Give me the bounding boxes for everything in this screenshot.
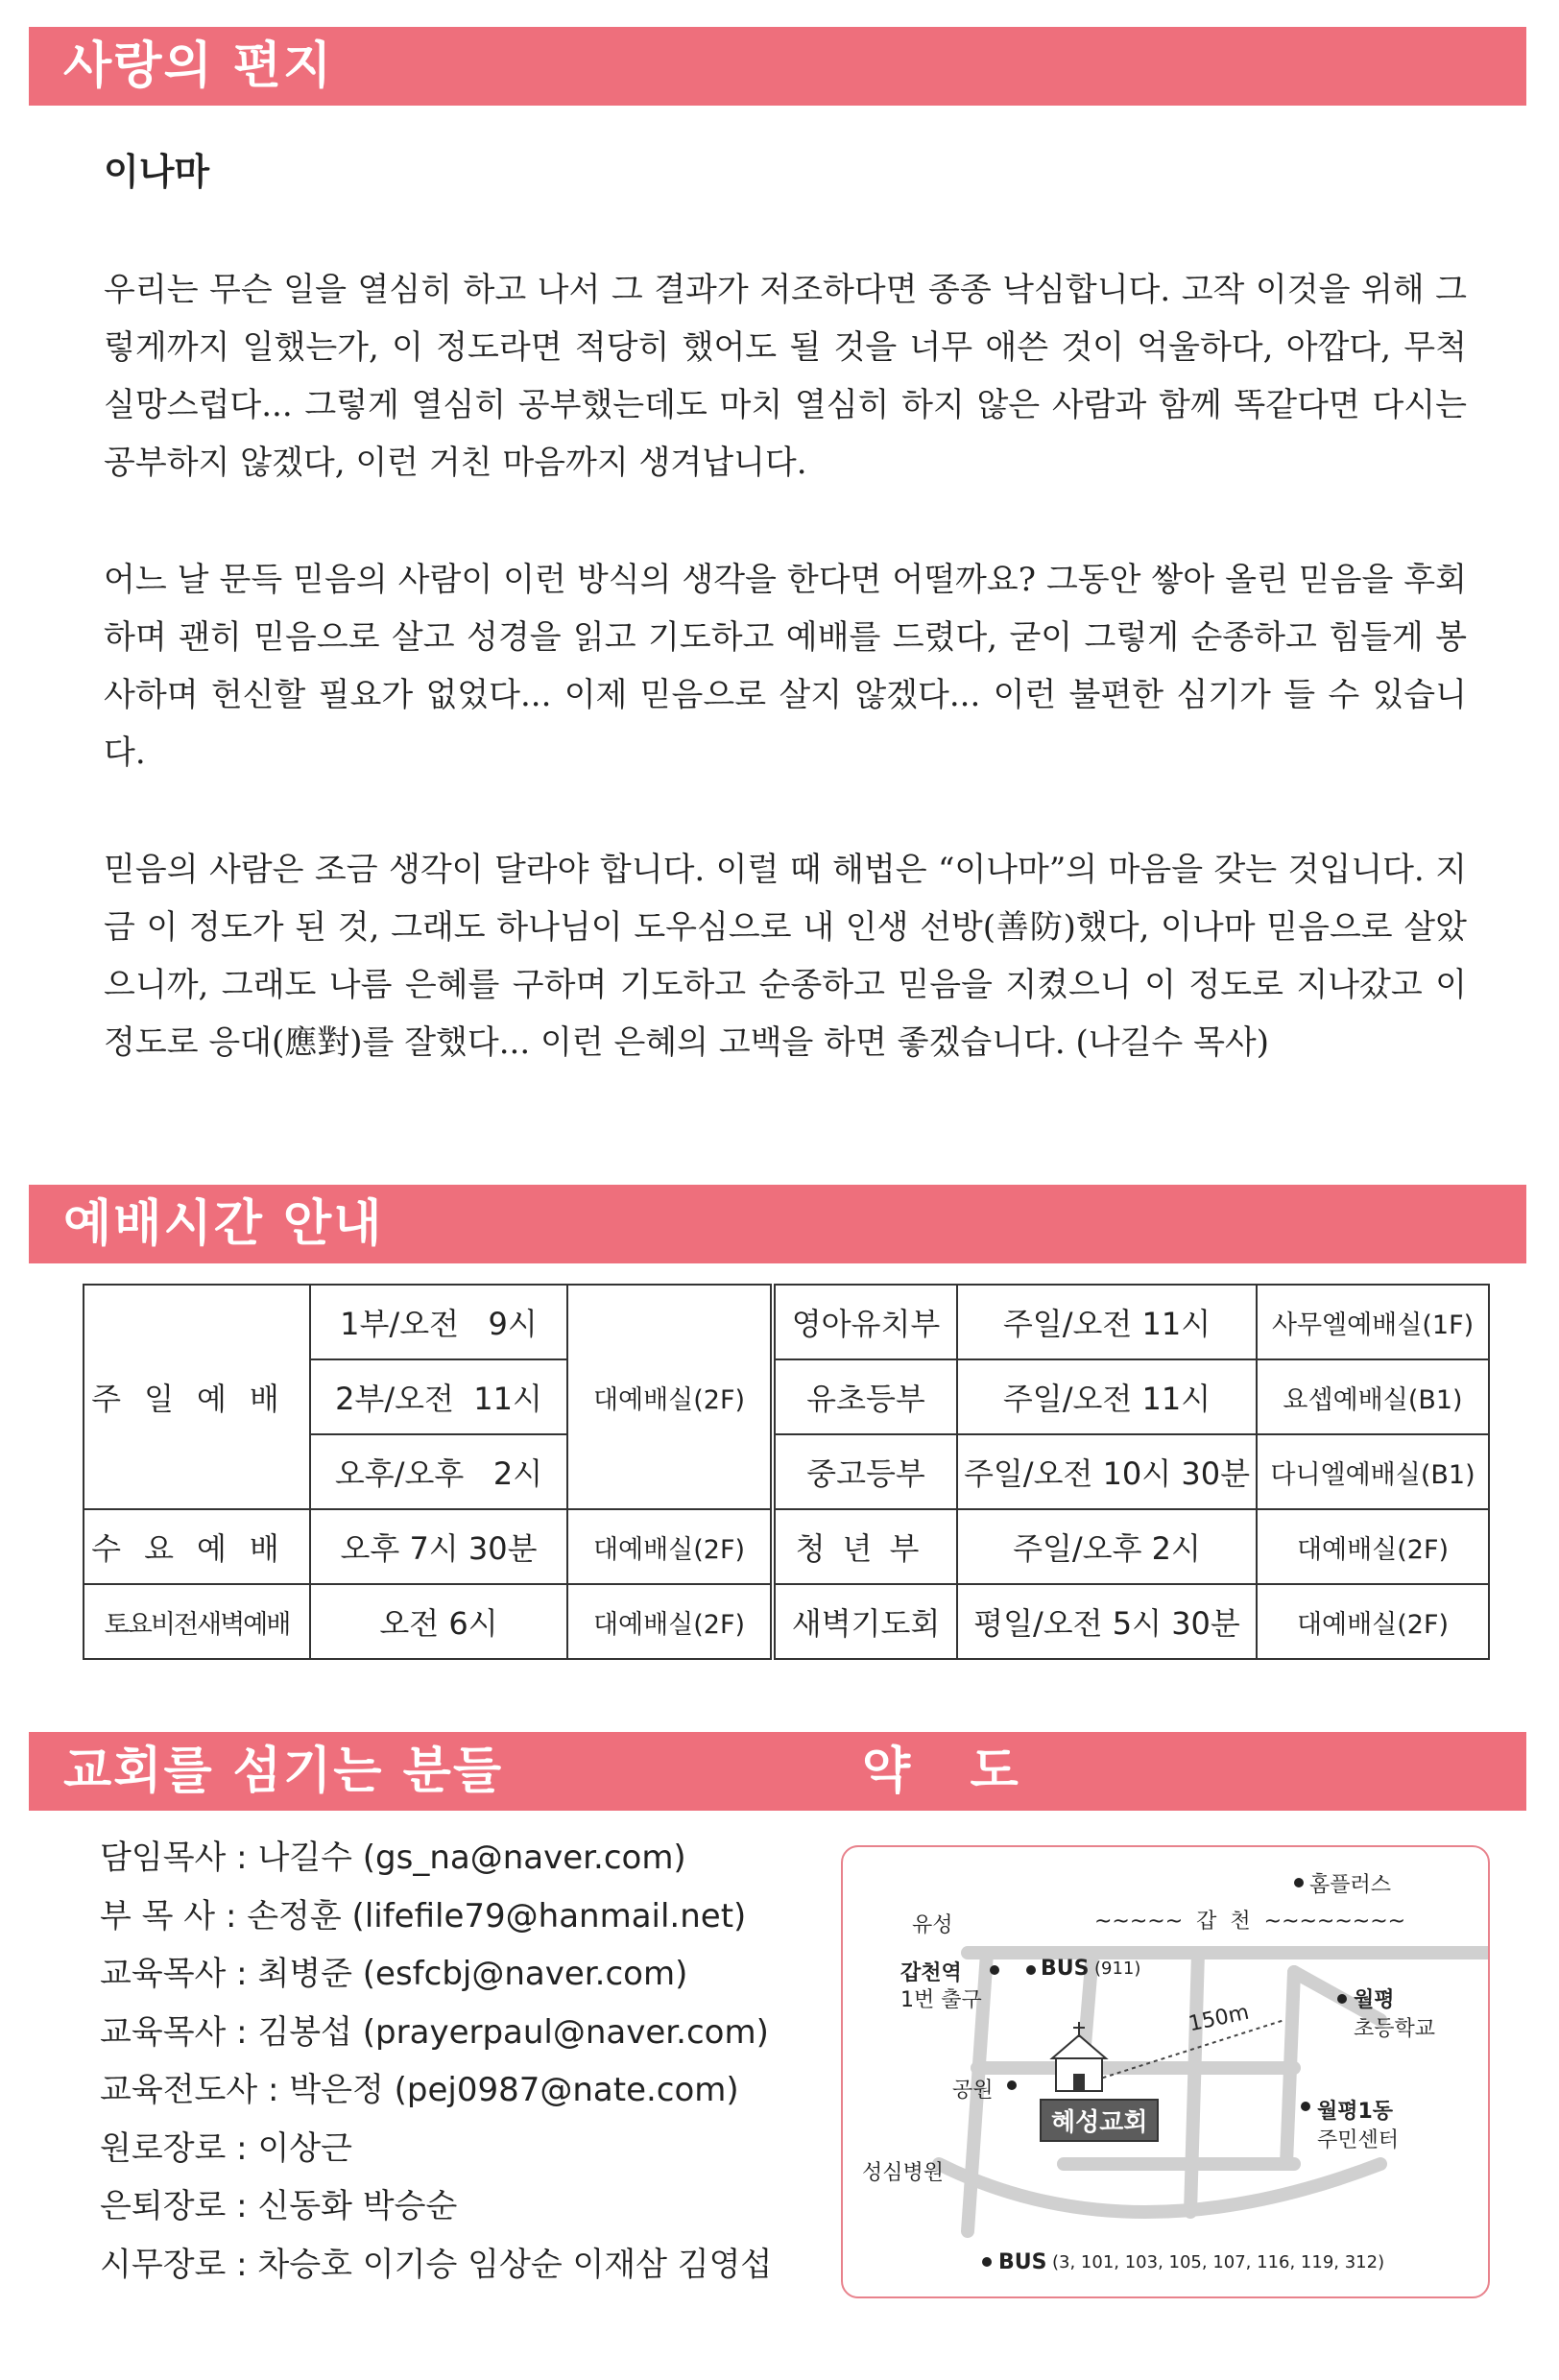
staff-education-pastor: 교육목사 : 최병준 (esfcbj@naver.com) — [100, 1955, 688, 1993]
map-label-school-2: 초등학교 — [1354, 2017, 1436, 2041]
dept-name: 유초등부 — [775, 1359, 957, 1434]
map-label-homeplus: 홈플러스 — [1309, 1873, 1392, 1897]
staff-senior-pastor: 담임목사 : 나길수 (gs_na@naver.com) — [100, 1839, 686, 1877]
map-label-hospital: 성심병원 — [862, 2161, 945, 2185]
school-marker — [1337, 1994, 1347, 2004]
road — [1190, 1953, 1198, 2212]
staff-list — [100, 1829, 772, 2294]
letter-title: 이나마 — [104, 151, 210, 193]
bus-bottom-marker — [982, 2257, 992, 2267]
center-marker — [1301, 2102, 1310, 2111]
sunday-time-2: 2부/오전 11시 — [310, 1359, 567, 1434]
map-label-bus-top-number: (911) — [1094, 1959, 1141, 1979]
dept-time: 주일/오전 10시 30분 — [957, 1434, 1257, 1509]
map-label-exit: 1번 출구 — [900, 1988, 982, 2012]
map-label-center-2: 주민센터 — [1317, 2128, 1400, 2152]
dept-name: 영아유치부 — [775, 1285, 957, 1359]
wednesday-service-label: 수요예배 — [84, 1509, 310, 1584]
saturday-place: 대예배실(2F) — [567, 1584, 771, 1659]
dept-place: 다니엘예배실(B1) — [1257, 1434, 1489, 1509]
map-label-bus-bottom-numbers: (3, 101, 103, 105, 107, 116, 119, 312) — [1052, 2252, 1385, 2272]
map-label-church: 혜성교회 — [1040, 2099, 1159, 2142]
dept-place: 대예배실(2F) — [1257, 1509, 1489, 1584]
church-icon — [1052, 2022, 1106, 2091]
staff-education-evangelist: 교육전도사 : 박은정 (pej0987@nate.com) — [100, 2071, 739, 2109]
dept-time: 주일/오전 11시 — [957, 1285, 1257, 1359]
letter-paragraph-3: 믿음의 사람은 조금 생각이 달라야 합니다. 이럴 때 해법은 “이나마”의 마음을 갖는 것입니다. 지금 이 정도가 된 것, 그래도 하나님이 도우심으로 내 인생 선방(善防)했다, 이나마 믿음으로 살았으니까, 그래도 나름 은혜를 구하며 기도하고 순종하고 믿음을 지켰으니 이 정도로 지나갔고 이 정도로 응대(應對)를 잘했다... 이런 은혜의 고백을 하면 좋겠습니다. (나길수 목사) — [104, 851, 1467, 1062]
worship-table-right — [774, 1284, 1490, 1660]
letter-header-title: 사랑의 편지 — [63, 37, 334, 95]
location-map — [841, 1845, 1490, 2298]
dept-place: 대예배실(2F) — [1257, 1584, 1489, 1659]
map-label-river: ~~~~~ 갑 천 ~~~~~~~~ — [1094, 1910, 1406, 1934]
map-label-center-1: 월평1동 — [1317, 2100, 1394, 2124]
letter-paragraph-1: 우리는 무슨 일을 열심히 하고 나서 그 결과가 저조하다면 종종 낙심합니다. 고작 이것을 위해 그렇게까지 일했는가, 이 정도라면 적당히 했어도 될 것을 너무 애쓴 것이 억울하다, 아깝다, 무척 실망스럽다... 그렇게 열심히 공부했는데도 마치 열심히 하지 않은 사람과 함께 똑같다면 다시는 공부하지 않겠다, 이런 거친 마음까지 생겨납니다. — [104, 271, 1467, 482]
map-label-station: 갑천역 — [900, 1961, 962, 1985]
map-header-title: 약 도 — [862, 1743, 1020, 1800]
letter-paragraph-2: 어느 날 문득 믿음의 사람이 이런 방식의 생각을 한다면 어떨까요? 그동안 쌓아 올린 믿음을 후회하며 괜히 믿음으로 살고 성경을 읽고 기도하고 예배를 드렸다, 굳이 그렇게 순종하고 힘들게 봉사하며 헌신할 필요가 없었다... 이제 믿음으로 살지 않겠다... 이런 불편한 심기가 들 수 있습니다. — [104, 561, 1467, 772]
worship-header-title: 예배시간 안내 — [63, 1195, 384, 1253]
staff-header-title: 교회를 섬기는 분들 — [63, 1743, 504, 1800]
staff-emeritus-elder: 원로장로 : 이상근 — [100, 2128, 352, 2168]
dept-time: 주일/오전 11시 — [957, 1359, 1257, 1434]
wednesday-place: 대예배실(2F) — [567, 1509, 771, 1584]
staff-associate-pastor: 부 목 사 : 손정훈 (lifefile79@hanmail.net) — [100, 1896, 747, 1935]
sunday-place: 대예배실(2F) — [567, 1285, 771, 1509]
sunday-time-3: 오후/오후 2시 — [310, 1434, 567, 1509]
saturday-time: 오전 6시 — [310, 1584, 567, 1659]
dept-place: 요셉예배실(B1) — [1257, 1359, 1489, 1434]
map-label-bus-bottom: BUS — [998, 2250, 1047, 2274]
dept-name: 중고등부 — [775, 1434, 957, 1509]
dept-place: 사무엘예배실(1F) — [1257, 1285, 1489, 1359]
map-label-school-1: 월평 — [1354, 1988, 1395, 2012]
sunday-service-label: 주일예배 — [84, 1285, 310, 1509]
map-label-park: 공원 — [952, 2079, 994, 2103]
dept-time: 주일/오후 2시 — [957, 1509, 1257, 1584]
staff-education-pastor: 교육목사 : 김봉섭 (prayerpaul@naver.com) — [100, 2012, 769, 2052]
road-south — [939, 2164, 1380, 2212]
bus-top-marker — [1026, 1965, 1036, 1975]
map-label-distance: 150m — [1187, 2000, 1252, 2037]
sunday-time-1: 1부/오전 9시 — [310, 1285, 567, 1359]
wednesday-time: 오후 7시 30분 — [310, 1509, 567, 1584]
dept-name: 청년부 — [775, 1509, 957, 1584]
staff-active-elders: 시무장로 : 차승호 이기승 임상순 이재삼 김영섭 — [100, 2245, 773, 2284]
park-marker — [1007, 2080, 1017, 2090]
dept-name: 새벽기도회 — [775, 1584, 957, 1659]
dept-time: 평일/오전 5시 30분 — [957, 1584, 1257, 1659]
saturday-service-label: 토요비전새벽예배 — [84, 1584, 310, 1659]
map-label-yuseong: 유성 — [912, 1913, 953, 1937]
worship-table-left — [83, 1284, 772, 1660]
map-label-bus-top: BUS — [1041, 1957, 1090, 1981]
distance-line — [1073, 2020, 1284, 2087]
staff-retired-elders: 은퇴장로 : 신동화 박승순 — [100, 2187, 458, 2225]
station-marker — [990, 1965, 999, 1975]
homeplus-marker — [1294, 1878, 1304, 1887]
